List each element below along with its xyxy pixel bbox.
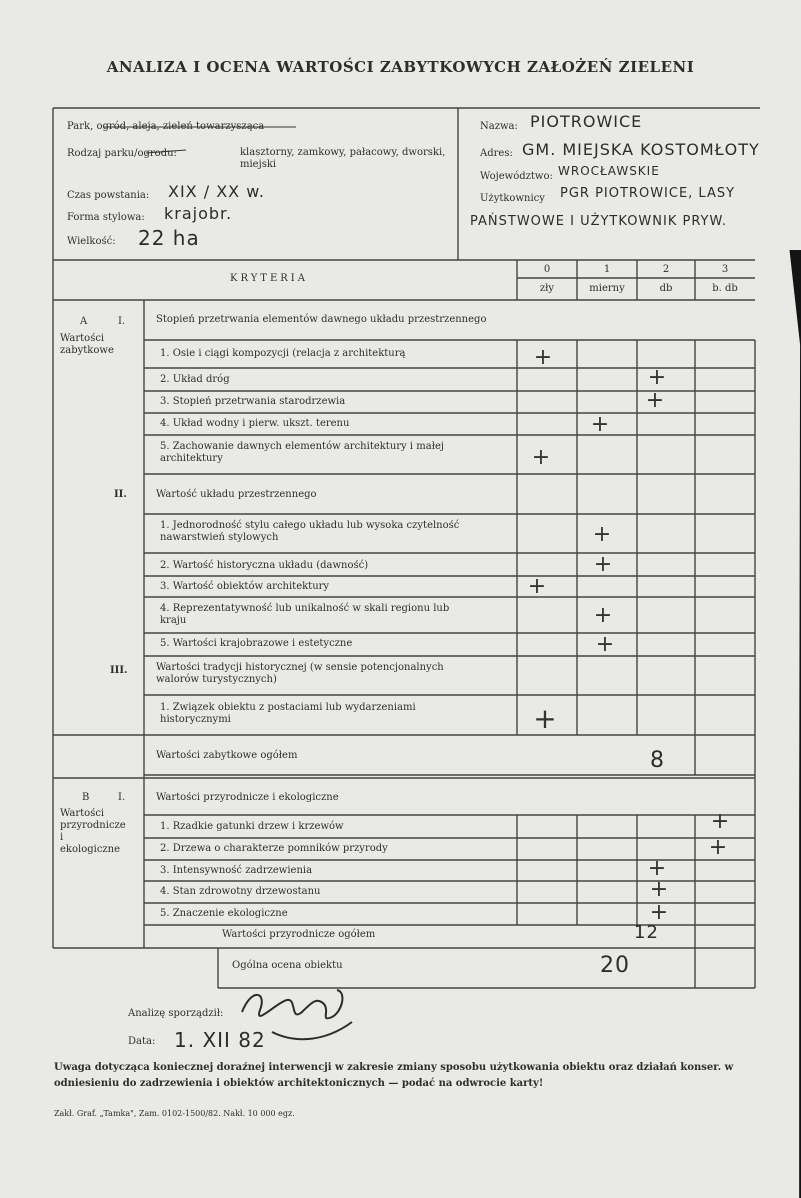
score-0-num: 0 [543,264,551,275]
mark-b-5: + [649,900,669,925]
b-item-1: 1. Rzadkie gatunki drzew i krzewów [160,821,344,832]
a-ii-item-4: 4. Reprezentatywność lub unikalność w skali regionu lub kraju [160,603,450,626]
mark-a-iii-1: + [533,702,557,735]
mark-a-i-5: + [531,445,551,470]
a-total-label: Wartości zabytkowe ogółem [156,750,298,761]
b-item-2: 2. Drzewa o charakterze pomników przyrody [160,843,388,854]
score-2-num: 2 [662,264,670,275]
mark-a-ii-1: + [592,522,612,547]
nazwa-label: Nazwa: [480,121,518,132]
a-i-item-3: 3. Stopień przetrwania starodrzewia [160,396,346,407]
mark-a-i-3: + [645,388,665,413]
adres-value: GM. MIEJSKA KOSTOMŁOTY [522,140,760,159]
wojewodztwo-label: Województwo: [480,171,553,182]
section-b-roman-1: I. [118,792,126,803]
score-1-name: mierny [589,283,625,294]
section-a-i-title: Stopień przetrwania elementów dawnego układu przestrzennego [156,314,487,325]
b-item-3: 3. Intensywność zadrzewienia [160,865,313,876]
section-a-roman-3: III. [110,665,128,676]
score-2-name: db [659,283,673,294]
mark-a-i-4: + [590,412,610,437]
section-a-roman-1: I. [118,316,126,327]
a-i-item-2: 2. Układ dróg [160,374,230,385]
b-item-5: 5. Znaczenie ekologiczne [160,908,288,919]
data-label: Data: [128,1036,156,1047]
adres-label: Adres: [480,148,513,159]
wielkosc-value: 22 ha [138,226,200,250]
section-b-group: Wartości przyrodnicze i ekologiczne [60,808,126,855]
forma-label: Forma stylowa: [67,212,145,223]
section-b-letter: B [82,792,90,803]
mark-a-ii-3: + [527,574,547,599]
a-ii-item-3: 3. Wartość obiektów architektury [160,581,330,592]
uzytkownicy-value-2: PAŃSTWOWE I UŻYTKOWNIK PRYW. [470,214,727,229]
mark-b-3: + [647,856,667,881]
wojewodztwo-value: WROCŁAWSKIE [558,164,660,178]
mark-a-i-1: + [533,345,553,370]
rodzaj-label: Rodzaj parku/ogrodu: [67,148,177,159]
score-1-num: 1 [603,264,611,275]
a-i-item-4: 4. Układ wodny i pierw. ukszt. terenu [160,418,350,429]
b-item-4: 4. Stan zdrowotny drzewostanu [160,886,321,897]
mark-a-i-2: + [647,365,667,390]
section-a-ii-title: Wartość układu przestrzennego [156,489,317,500]
data-value: 1. XII 82 [174,1028,266,1052]
page-title: ANALIZA I OCENA WARTOŚCI ZABYTKOWYCH ZAŁOŻEŃ ZIELENI [106,58,695,76]
uzytkownicy-label: Użytkownicy [480,193,545,204]
printer-note: Zakł. Graf. „Tamka", Zam. 0102-1500/82. Nakł. 10 000 egz. [54,1109,295,1118]
b-total-label: Wartości przyrodnicze ogółem [222,929,376,940]
section-a-letter: A [80,316,88,327]
a-iii-item-1: 1. Związek obiektu z postaciami lub wydarzeniami historycznymi [160,702,416,725]
note-text: Uwaga dotycząca koniecznej doraźnej interwencji w zakresie zmiany sposobu użytkowania obiektu oraz działań konser. w odniesieniu do zadrzewienia i obiektów architektonicznych — podać na odwrocie karty! [54,1062,734,1089]
score-0-name: zły [539,283,555,294]
czas-value: XIX / XX w. [168,182,265,201]
czas-label: Czas powstania: [67,190,150,201]
section-b-i-title: Wartości przyrodnicze i ekologiczne [156,792,339,803]
overall-value: 20 [600,953,630,978]
rodzaj-options: klasztorny, zamkowy, pałacowy, dworski, miejski [240,147,446,170]
uzytkownicy-value-1: PGR PIOTROWICE, LASY [560,186,736,201]
wielkosc-label: Wielkość: [67,236,116,247]
nazwa-value: PIOTROWICE [530,112,643,131]
park-label: Park, ogród, aleja, zieleń towarzysząca [67,121,265,132]
score-3-num: 3 [721,264,729,275]
b-total-value: 12 [634,922,659,943]
mark-a-ii-4: + [593,603,613,628]
a-i-item-1: 1. Osie i ciągi kompozycji (relacja z architekturą [160,348,406,359]
analize-label: Analizę sporządził: [128,1008,224,1019]
mark-a-ii-2: + [593,552,613,577]
mark-a-ii-5: + [595,632,615,657]
a-ii-item-1: 1. Jednorodność stylu całego układu lub wysoka czytelność nawarstwień stylowych [160,520,460,543]
score-3-name: b. db [712,283,738,294]
overall-label: Ogólna ocena obiektu [232,960,343,971]
a-total-value: 8 [650,748,665,773]
a-ii-item-5: 5. Wartości krajobrazowe i estetyczne [160,638,353,649]
section-a-roman-2: II. [114,489,127,500]
kryteria-header: KRYTERIA [230,273,308,284]
mark-b-2: + [708,835,728,860]
a-ii-item-2: 2. Wartość historyczna układu (dawność) [160,560,369,571]
a-i-item-5: 5. Zachowanie dawnych elementów architektury i małej architektury [160,441,444,464]
mark-b-4: + [649,877,669,902]
section-a-iii-title: Wartości tradycji historycznej (w sensie potencjonalnych walorów turystycznych) [156,662,444,685]
mark-b-1: + [710,809,730,834]
forma-value: krajobr. [164,204,233,223]
section-a-group: Wartości zabytkowe [60,333,114,356]
